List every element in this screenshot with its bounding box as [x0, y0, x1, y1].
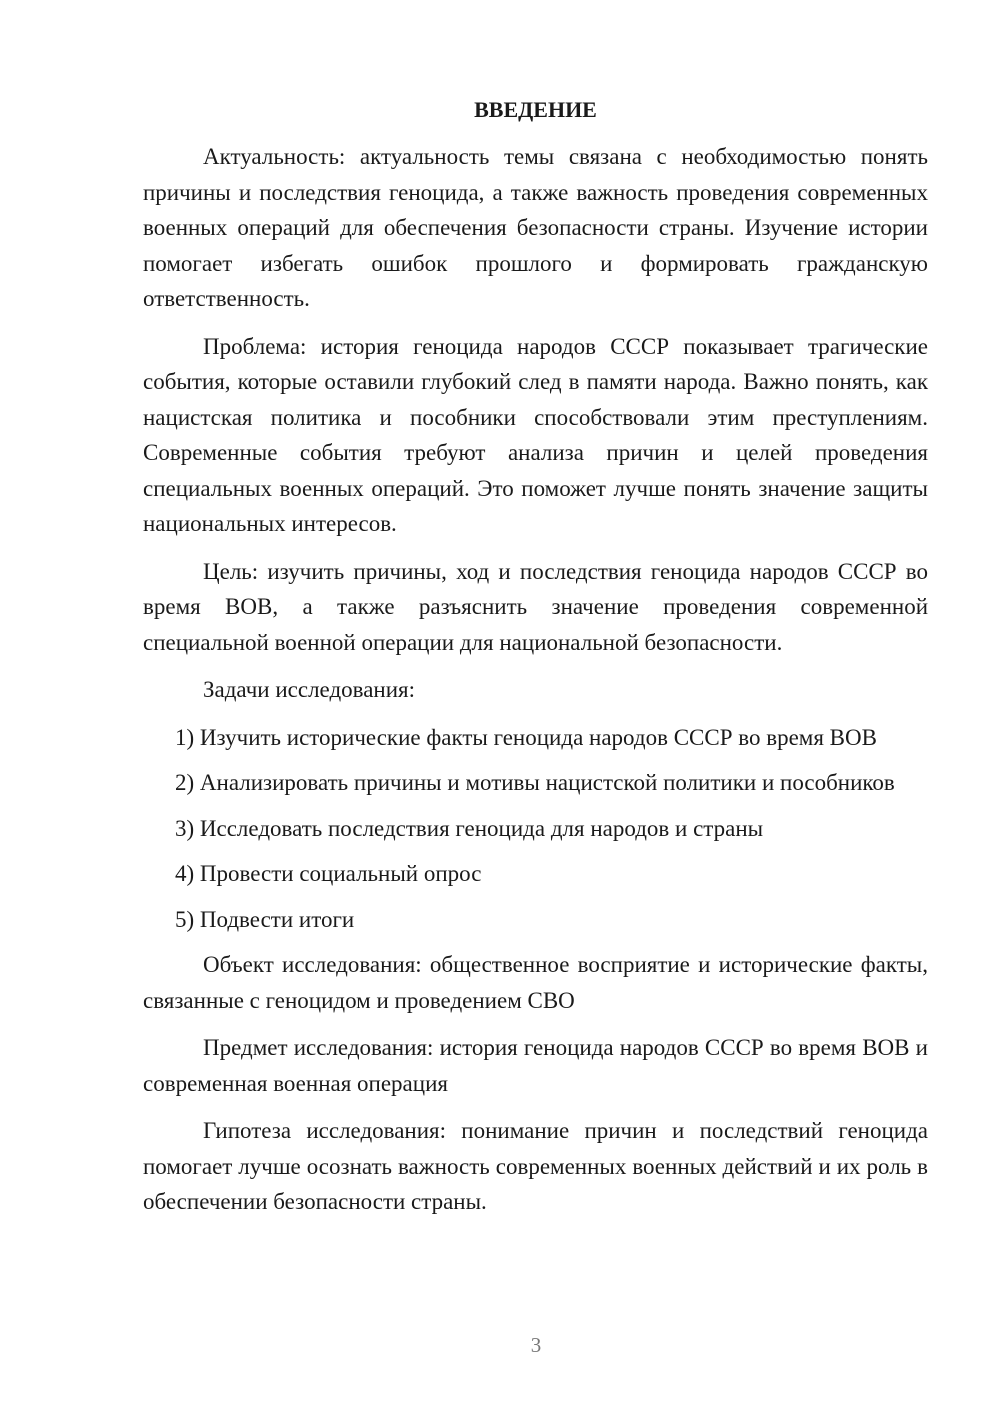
problem-paragraph: Проблема: история геноцида народов СССР показывает трагические события, которые оставили глубокий след в памяти народа. Важно понять, как нацистская политика и пособники способствовали этим преступлениям. Современные события требуют анализа причин и целей проведения специальных военных операций. Это поможет лучше понять значение защиты национальных интересов.: [143, 333, 928, 536]
page-number: 3: [530, 1333, 542, 1357]
task-item: 2) Анализировать причины и мотивы нацистской политики и пособников: [175, 770, 895, 795]
object-paragraph: Объект исследования: общественное восприятие и исторические факты, связанные с геноцидом и проведением СВО: [143, 952, 928, 1013]
subject-paragraph: Предмет исследования: история геноцида народов СССР во время ВОВ и современная военная операция: [143, 1035, 928, 1096]
task-item: 5) Подвести итоги: [175, 906, 355, 932]
goal-paragraph: Цель: изучить причины, ход и последствия геноцида народов СССР во время ВОВ, а также разъяснить значение проведения современной специальной военной операции для национальной безопасности.: [143, 558, 928, 655]
task-item: 3) Исследовать последствия геноцида для народов и страны: [175, 815, 764, 841]
relevance-paragraph: Актуальность: актуальность темы связана с необходимостью понять причины и последствия геноцида, а также важность проведения современных военных операций для обеспечения безопасности страны. Изучение истории помогает избегать ошибок прошлого и формировать гражданскую ответственность.: [143, 144, 928, 311]
tasks-heading: Задачи исследования:: [203, 677, 416, 702]
task-item: 4) Провести социальный опрос: [175, 861, 482, 886]
hypothesis-paragraph: Гипотеза исследования: понимание причин и последствий геноцида помогает лучше осознать важность современных военных действий и их роль в обеспечении безопасности страны.: [143, 1118, 928, 1214]
page-content: [143, 95, 928, 1232]
section-heading: ВВЕДЕНИЕ: [474, 97, 597, 122]
task-item: 1) Изучить исторические факты геноцида народов СССР во время ВОВ: [175, 724, 877, 750]
